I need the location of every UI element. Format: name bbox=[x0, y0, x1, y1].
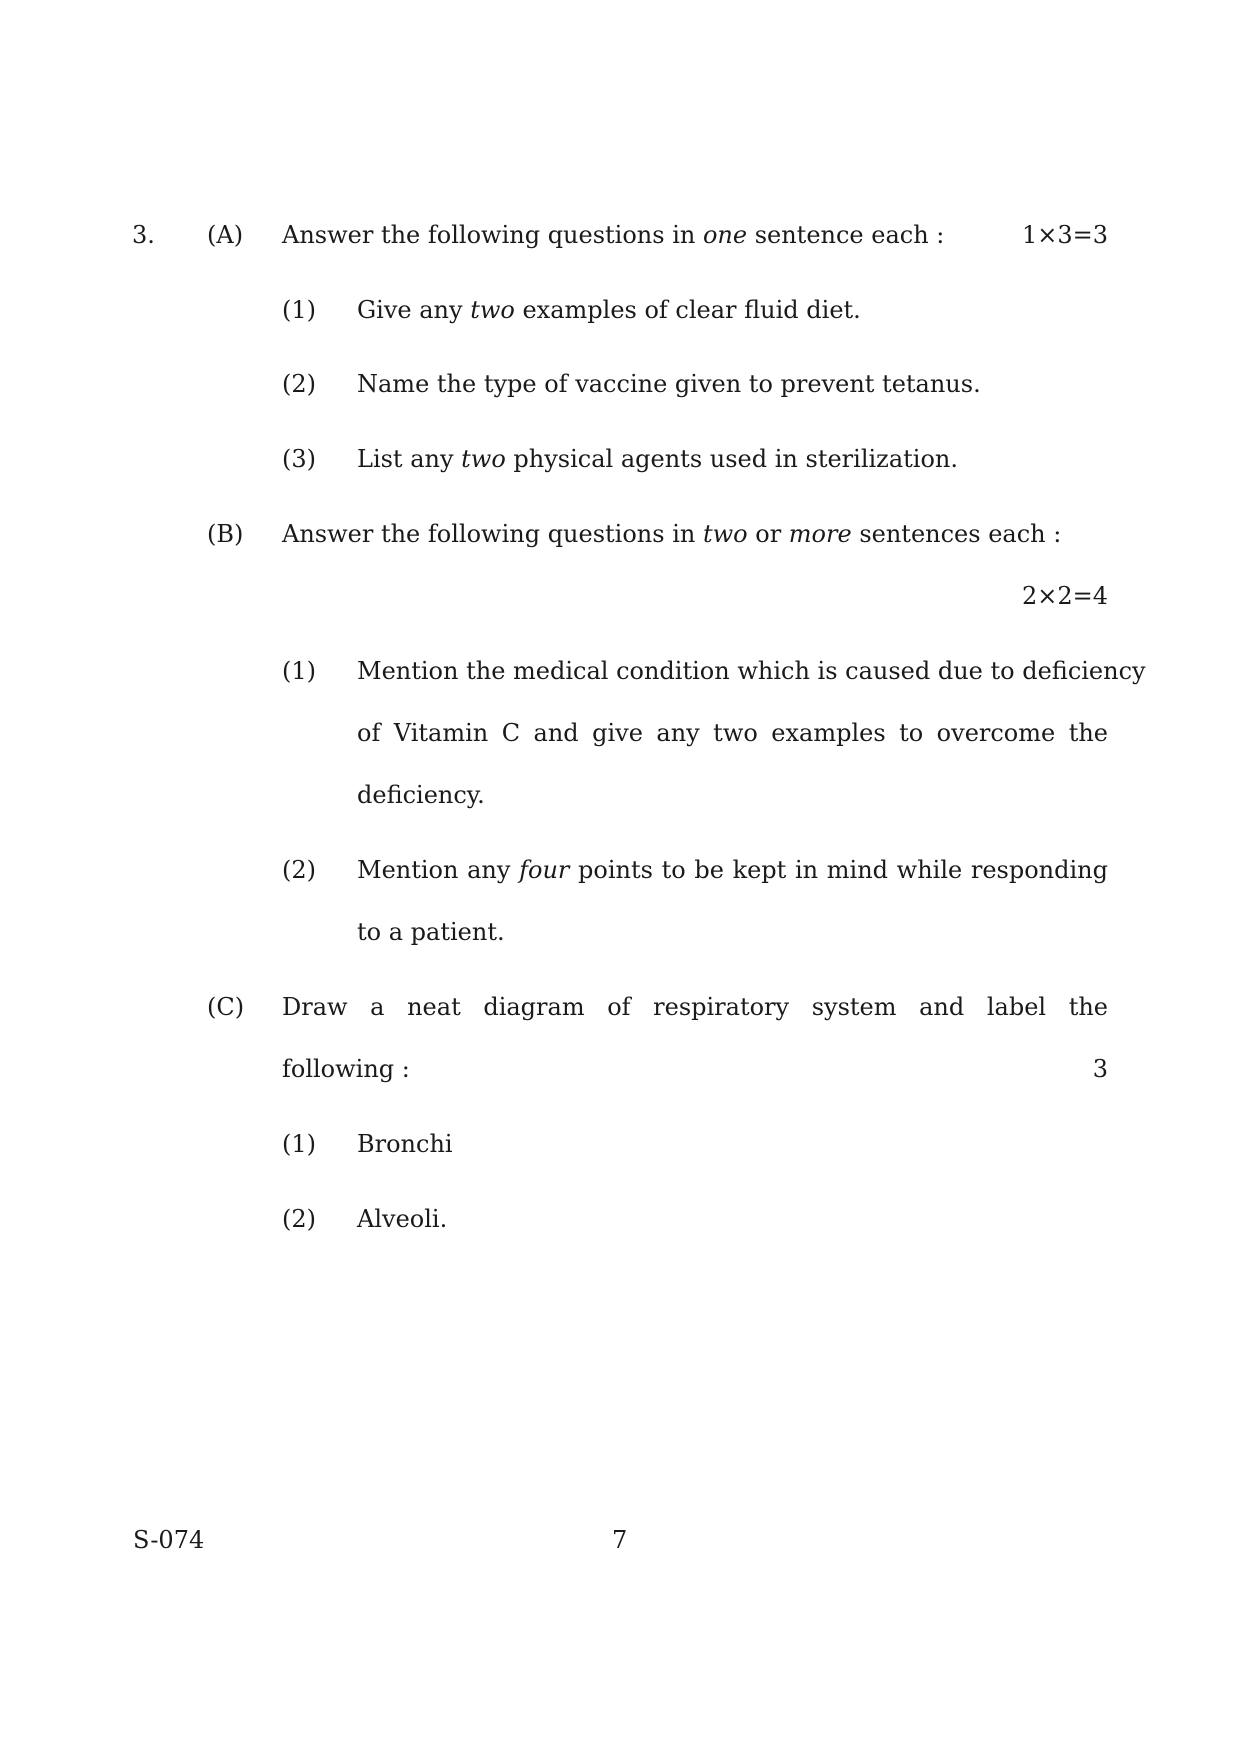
part-c-line-2: following : bbox=[282, 1055, 410, 1083]
part-a-item-2-text: Name the type of vaccine given to prevent tetanus. bbox=[357, 370, 981, 398]
part-c-item-1-number: (1) bbox=[282, 1130, 316, 1158]
part-b-item-2-line-1: Mention any four points to be kept in mind while responding bbox=[357, 856, 1109, 884]
question-number: 3. bbox=[132, 221, 155, 249]
footer-code: S-074 bbox=[133, 1526, 205, 1554]
part-b-item-1-line-3: deficiency. bbox=[357, 781, 485, 809]
part-a-item-1-number: (1) bbox=[282, 296, 316, 324]
part-c-item-1-text: Bronchi bbox=[357, 1130, 453, 1158]
part-b-item-1-number: (1) bbox=[282, 657, 316, 685]
part-a-item-3-number: (3) bbox=[282, 445, 316, 473]
part-c-label: (C) bbox=[207, 993, 245, 1021]
part-c-item-2-text: Alveoli. bbox=[357, 1205, 448, 1233]
part-a-item-3-text: List any two physical agents used in sterilization. bbox=[357, 445, 958, 473]
part-a-label: (A) bbox=[207, 221, 244, 249]
part-c-item-2-number: (2) bbox=[282, 1205, 316, 1233]
page-number: 7 bbox=[612, 1526, 628, 1554]
part-c-marks: 3 bbox=[1092, 1055, 1108, 1083]
part-b-item-2-line-2: to a patient. bbox=[357, 918, 505, 946]
part-b-instruction: Answer the following questions in two or more sentences each : bbox=[282, 520, 1062, 548]
part-a-item-2-number: (2) bbox=[282, 370, 316, 398]
part-b-label: (B) bbox=[207, 520, 244, 548]
part-b-item-2-number: (2) bbox=[282, 856, 316, 884]
part-b-marks: 2×2=4 bbox=[1021, 582, 1108, 610]
part-a-instruction: Answer the following questions in one sentence each : bbox=[282, 221, 945, 249]
part-b-item-1-line-1: Mention the medical condition which is caused due to deficiency bbox=[357, 657, 1146, 685]
part-a-item-1-text: Give any two examples of clear fluid diet. bbox=[357, 296, 861, 324]
part-c-line-1: Draw a neat diagram of respiratory system and label the bbox=[282, 993, 1108, 1021]
part-a-marks: 1×3=3 bbox=[1021, 221, 1108, 249]
part-b-item-1-line-2: of Vitamin C and give any two examples to overcome the bbox=[357, 719, 1108, 747]
